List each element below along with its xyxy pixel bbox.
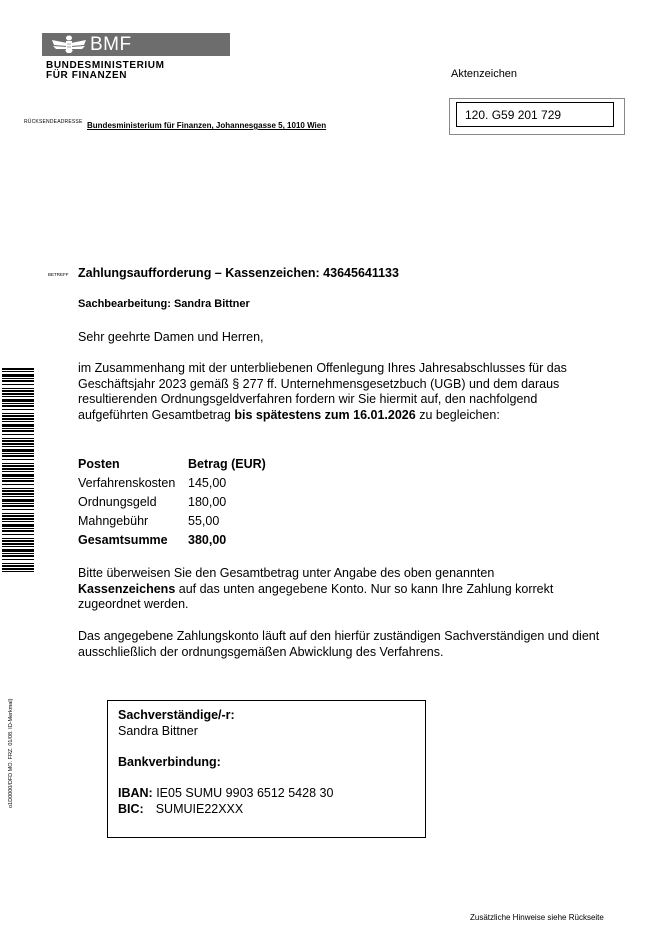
transfer-paragraph <box>78 566 578 613</box>
sv-name: Sandra Bittner <box>118 723 198 738</box>
cell-betrag: 55,00 <box>188 514 220 529</box>
barcode-bar <box>2 474 34 477</box>
bic-label: BIC: <box>118 802 144 817</box>
para1-text-a: im Zusammenhang mit der unterbliebenen Offenlegung Ihres Jahresabschlusses für das Geschäftsjahr 2023 gemäß § 277 ff. Unternehmensgesetzbuch (UGB) und dem daraus resultierenden Ordnungsgeldverfahren fordern wir Sie hiermit auf, den nachfolgend aufgeführten Gesamtbetrag <box>78 361 567 423</box>
barcode-bar <box>2 424 34 427</box>
barcode-bar <box>2 378 34 379</box>
para2-text-a: Bitte überweisen Sie den Gesamtbetrag unter Angabe des oben genannten <box>78 566 495 580</box>
barcode-bar <box>2 524 34 527</box>
barcode-bar <box>2 571 34 572</box>
barcode-bar <box>2 446 34 447</box>
barcode-bar <box>2 468 34 470</box>
table-row <box>78 512 268 531</box>
barcode-bar <box>2 480 34 482</box>
para2-text-b: auf das unten angegebene Konto. Nur so kann Ihre Zahlung korrekt zugeordnet werden. <box>78 581 554 612</box>
barcode-bar <box>2 393 34 395</box>
barcode-bar <box>2 434 34 435</box>
barcode-bar <box>2 463 34 464</box>
barcode-bar <box>2 440 34 442</box>
barcode-bar <box>2 563 34 564</box>
barcode-bar <box>2 421 34 422</box>
barcode-bar <box>2 455 34 457</box>
sv-label: Sachverständige/-r: <box>118 708 235 722</box>
ruecksendeadresse-label: RÜCKSENDEADRESSE <box>24 119 83 125</box>
barcode-bar <box>2 413 34 414</box>
aktenzeichen-value: 120. G59 201 729 <box>456 102 614 127</box>
spacer <box>118 739 333 755</box>
barcode-bar <box>2 471 34 472</box>
barcode-bar <box>2 465 34 467</box>
iban-line <box>118 786 333 802</box>
barcode-bar <box>2 374 34 377</box>
barcode-bar <box>2 484 34 485</box>
cell-betrag: 145,00 <box>188 475 227 490</box>
para1-text-b: zu begleichen: <box>415 408 500 423</box>
barcode-bar <box>2 430 34 432</box>
barcode-bar <box>2 399 34 402</box>
ministry-name <box>46 61 165 81</box>
barcode-bar <box>2 559 34 560</box>
barcode-bar <box>2 540 34 542</box>
greeting: Sehr geehrte Damen und Herren, <box>78 330 264 344</box>
barcode-bar <box>2 428 34 429</box>
barcode-bar <box>2 490 34 492</box>
eagle-icon <box>50 35 88 54</box>
barcode-bar <box>2 371 34 372</box>
barcode-bar <box>2 388 34 389</box>
barcode-bar <box>2 509 34 510</box>
barcode-bar <box>2 553 34 554</box>
barcode-bar <box>2 549 34 552</box>
bank-details <box>118 708 333 818</box>
cell-posten: Verfahrenskosten <box>78 475 176 490</box>
bmf-logo <box>42 33 230 56</box>
barcode-bar <box>2 534 34 535</box>
bic-line <box>118 802 333 818</box>
barcode-bar <box>2 555 34 557</box>
barcode-bar <box>2 499 34 502</box>
ruecksendeadresse: Bundesministerium für Finanzen, Johannesgasse 5, 1010 Wien <box>87 121 327 130</box>
barcode-bar <box>2 384 34 385</box>
deadline: bis spätestens zum 16.01.2026 <box>234 408 416 423</box>
cell-betrag: 180,00 <box>188 494 227 509</box>
barcode-bar <box>2 568 34 570</box>
barcode-bar <box>2 513 34 514</box>
header-betrag: Betrag (EUR) <box>188 456 266 471</box>
kassenzeichen-word: Kassenzeichens <box>78 581 176 596</box>
barcode-bar <box>2 449 34 452</box>
header-posten: Posten <box>78 456 120 471</box>
form-code-vertical <box>6 690 16 810</box>
subject-line: Zahlungsaufforderung – Kassenzeichen: 43645641133 <box>78 266 399 280</box>
total-value: 380,00 <box>188 533 227 548</box>
barcode-bar <box>2 415 34 417</box>
barcode-image <box>2 368 34 574</box>
barcode-bar <box>2 505 34 507</box>
bank-details-box <box>107 700 426 838</box>
barcode-bar <box>2 459 34 460</box>
barcode-bar <box>2 496 34 497</box>
barcode-bar <box>2 565 34 567</box>
iban-label: IBAN: <box>118 786 153 801</box>
barcode-bar <box>2 530 34 532</box>
barcode-bar <box>2 453 34 454</box>
table-header-row <box>78 454 268 473</box>
bic-value: SUMUIE22XXX <box>155 802 244 817</box>
barcode-bar <box>2 390 34 392</box>
account-paragraph: Das angegebene Zahlungskonto läuft auf den hierfür zuständigen Sachverständigen und dient ausschließlich der ordnungsgemäßen Abwicklung des Verfahrens. <box>78 629 600 659</box>
posten-table <box>78 454 268 550</box>
barcode-bar <box>2 380 34 382</box>
barcode-bar <box>2 518 34 520</box>
barcode-bar <box>2 409 34 410</box>
barcode-bar <box>2 405 34 407</box>
barcode-bar <box>2 503 34 504</box>
logo-text: BMF <box>90 34 132 55</box>
barcode-bar <box>2 538 34 539</box>
ministry-line1: BUNDESMINISTERIUM <box>46 60 165 71</box>
intro-paragraph <box>78 361 598 424</box>
cell-posten: Mahngebühr <box>78 514 149 529</box>
barcode-bar <box>2 543 34 545</box>
barcode-bar <box>2 478 34 479</box>
aktenzeichen-label: Aktenzeichen <box>451 68 518 80</box>
table-row <box>78 492 268 511</box>
barcode-bar <box>2 403 34 404</box>
table-row <box>78 473 268 492</box>
form-code: o1D0000/DFD MO. FRZ. 01/08. ID-Merkmal) <box>8 698 14 808</box>
barcode-bar <box>2 396 34 397</box>
barcode-bar <box>2 418 34 420</box>
betreff-label: BETREFF <box>48 272 69 277</box>
barcode-bar <box>2 438 34 439</box>
barcode-bar <box>2 493 34 495</box>
total-label: Gesamtsumme <box>78 533 168 548</box>
cell-posten: Ordnungsgeld <box>78 494 157 509</box>
barcode-bar <box>2 521 34 522</box>
table-total-row <box>78 531 268 550</box>
barcode-bar <box>2 368 34 370</box>
bank-label: Bankverbindung: <box>118 755 221 770</box>
footer-hint: Zusätzliche Hinweise siehe Rückseite <box>470 913 604 922</box>
barcode-bar <box>2 528 34 529</box>
barcode-bar <box>2 443 34 445</box>
spacer <box>118 771 333 787</box>
barcode-bar <box>2 546 34 547</box>
sachbearbeitung: Sachbearbeitung: Sandra Bittner <box>78 298 250 310</box>
iban-value: IE05 SUMU 9903 6512 5428 30 <box>156 786 334 801</box>
barcode-bar <box>2 515 34 517</box>
aktenzeichen-box <box>449 98 625 135</box>
ministry-line2: FÜR FINANZEN <box>46 70 128 81</box>
barcode-bar <box>2 488 34 489</box>
